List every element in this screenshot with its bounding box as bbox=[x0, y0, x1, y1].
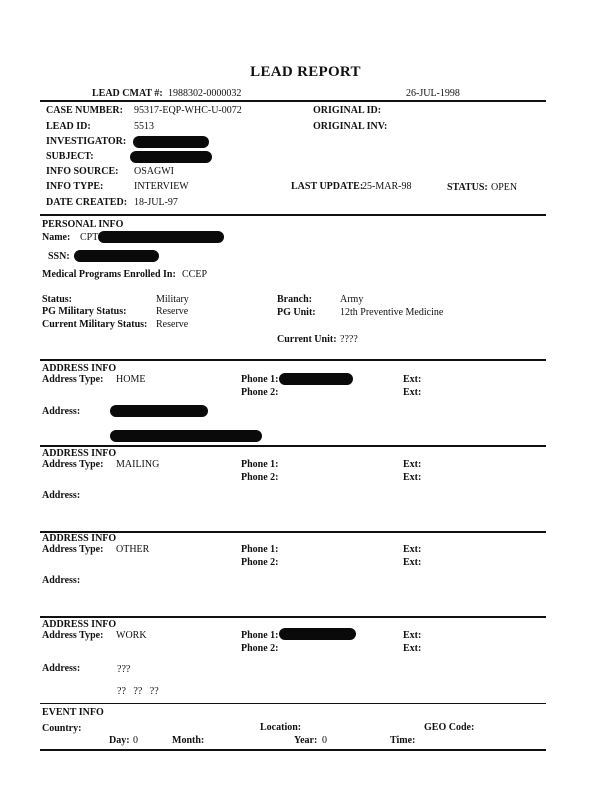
address-work-phone1-redaction bbox=[279, 628, 356, 640]
address-home-ext1-label: Ext: bbox=[403, 374, 422, 385]
investigator-redaction bbox=[133, 136, 209, 148]
lead-cmat-value: 1988302-0000032 bbox=[168, 88, 242, 99]
lead-cmat-label: LEAD CMAT #: bbox=[92, 88, 163, 99]
last-update-label: LAST UPDATE: bbox=[291, 181, 364, 192]
case-number-label: CASE NUMBER: bbox=[46, 105, 123, 116]
address-other-phone2-label: Phone 2: bbox=[241, 557, 279, 568]
current-unit-value: ???? bbox=[340, 334, 358, 345]
name-prefix: CPT bbox=[80, 232, 99, 243]
address-work-address-label: Address: bbox=[42, 663, 81, 674]
address-other-address-label: Address: bbox=[42, 575, 81, 586]
address-home-line1-redaction bbox=[110, 405, 208, 417]
bottom-divider bbox=[40, 749, 546, 751]
branch-value: Army bbox=[340, 294, 364, 305]
address-other-ext1-label: Ext: bbox=[403, 544, 422, 555]
country-label: Country: bbox=[42, 723, 82, 734]
medical-programs-label: Medical Programs Enrolled In: bbox=[42, 269, 176, 280]
time-label: Time: bbox=[390, 735, 416, 746]
name-redaction bbox=[98, 231, 224, 243]
info-type-label: INFO TYPE: bbox=[46, 181, 104, 192]
date-created-value: 18-JUL-97 bbox=[134, 197, 178, 208]
address-mailing-ext1-label: Ext: bbox=[403, 459, 422, 470]
geo-code-label: GEO Code: bbox=[424, 722, 475, 733]
address-home-phone1-label: Phone 1: bbox=[241, 374, 279, 385]
status-military-value: Military bbox=[156, 294, 189, 305]
address-mailing-section-title: ADDRESS INFO bbox=[42, 448, 117, 459]
address-mailing-phone2-label: Phone 2: bbox=[241, 472, 279, 483]
address-mailing-type-value: MAILING bbox=[116, 459, 160, 470]
event-divider bbox=[40, 703, 546, 704]
personal-divider bbox=[40, 214, 546, 216]
address-other-type-label: Address Type: bbox=[42, 544, 104, 555]
report-date: 26-JUL-1998 bbox=[406, 88, 460, 99]
status-value: OPEN bbox=[491, 182, 518, 193]
ssn-label: SSN: bbox=[48, 251, 70, 262]
pg-unit-label: PG Unit: bbox=[277, 307, 316, 318]
lead-id-label: LEAD ID: bbox=[46, 121, 91, 132]
address-mailing-address-label: Address: bbox=[42, 490, 81, 501]
investigator-label: INVESTIGATOR: bbox=[46, 136, 127, 147]
info-source-value: OSAGWI bbox=[134, 166, 174, 177]
pg-military-status-label: PG Military Status: bbox=[42, 306, 127, 317]
address-other-section-title: ADDRESS INFO bbox=[42, 533, 117, 544]
address-work-phone2-label: Phone 2: bbox=[241, 643, 279, 654]
header-divider bbox=[40, 100, 546, 102]
address-mailing-ext2-label: Ext: bbox=[403, 472, 422, 483]
address-home-phone1-redaction bbox=[279, 373, 353, 385]
year-label: Year: bbox=[294, 735, 318, 746]
status-military-label: Status: bbox=[42, 294, 73, 305]
location-label: Location: bbox=[260, 722, 302, 733]
branch-label: Branch: bbox=[277, 294, 312, 305]
pg-unit-value: 12th Preventive Medicine bbox=[340, 307, 444, 318]
last-update-value: 25-MAR-98 bbox=[362, 181, 412, 192]
address-work-ext1-label: Ext: bbox=[403, 630, 422, 641]
address-work-line1: ??? bbox=[117, 664, 131, 675]
address-home-divider bbox=[40, 359, 546, 361]
info-source-label: INFO SOURCE: bbox=[46, 166, 119, 177]
address-home-type-label: Address Type: bbox=[42, 374, 104, 385]
lead-id-value: 5513 bbox=[134, 121, 154, 132]
report-title: LEAD REPORT bbox=[250, 64, 361, 80]
day-label: Day: bbox=[109, 735, 130, 746]
address-home-type-value: HOME bbox=[116, 374, 146, 385]
month-label: Month: bbox=[172, 735, 205, 746]
date-created-label: DATE CREATED: bbox=[46, 197, 128, 208]
current-military-status-value: Reserve bbox=[156, 319, 189, 330]
address-work-type-value: WORK bbox=[116, 630, 147, 641]
address-work-type-label: Address Type: bbox=[42, 630, 104, 641]
year-value: 0 bbox=[322, 735, 327, 746]
address-mailing-type-label: Address Type: bbox=[42, 459, 104, 470]
address-home-phone2-label: Phone 2: bbox=[241, 387, 279, 398]
medical-programs-value: CCEP bbox=[182, 269, 208, 280]
day-value: 0 bbox=[133, 735, 138, 746]
pg-military-status-value: Reserve bbox=[156, 306, 189, 317]
address-home-line2-redaction bbox=[110, 430, 262, 442]
ssn-redaction bbox=[74, 250, 159, 262]
info-type-value: INTERVIEW bbox=[134, 181, 189, 192]
original-inv-label: ORIGINAL INV: bbox=[313, 121, 388, 132]
address-home-address-label: Address: bbox=[42, 406, 81, 417]
event-section-title: EVENT INFO bbox=[42, 707, 104, 718]
address-work-ext2-label: Ext: bbox=[403, 643, 422, 654]
address-other-type-value: OTHER bbox=[116, 544, 150, 555]
address-work-section-title: ADDRESS INFO bbox=[42, 619, 117, 630]
name-label: Name: bbox=[42, 232, 71, 243]
current-military-status-label: Current Military Status: bbox=[42, 319, 148, 330]
address-work-phone1-label: Phone 1: bbox=[241, 630, 279, 641]
current-unit-label: Current Unit: bbox=[277, 334, 337, 345]
case-number-value: 95317-EQP-WHC-U-0072 bbox=[134, 105, 242, 116]
subject-redaction bbox=[130, 151, 212, 163]
address-home-section-title: ADDRESS INFO bbox=[42, 363, 117, 374]
address-mailing-phone1-label: Phone 1: bbox=[241, 459, 279, 470]
address-other-phone1-label: Phone 1: bbox=[241, 544, 279, 555]
status-label: STATUS: bbox=[447, 182, 488, 193]
address-mailing-divider bbox=[40, 445, 546, 447]
address-other-ext2-label: Ext: bbox=[403, 557, 422, 568]
subject-label: SUBJECT: bbox=[46, 151, 94, 162]
address-home-ext2-label: Ext: bbox=[403, 387, 422, 398]
personal-section-title: PERSONAL INFO bbox=[42, 219, 124, 230]
address-work-divider bbox=[40, 616, 546, 618]
original-id-label: ORIGINAL ID: bbox=[313, 105, 382, 116]
address-work-line2: ?? ?? ?? bbox=[117, 686, 159, 697]
